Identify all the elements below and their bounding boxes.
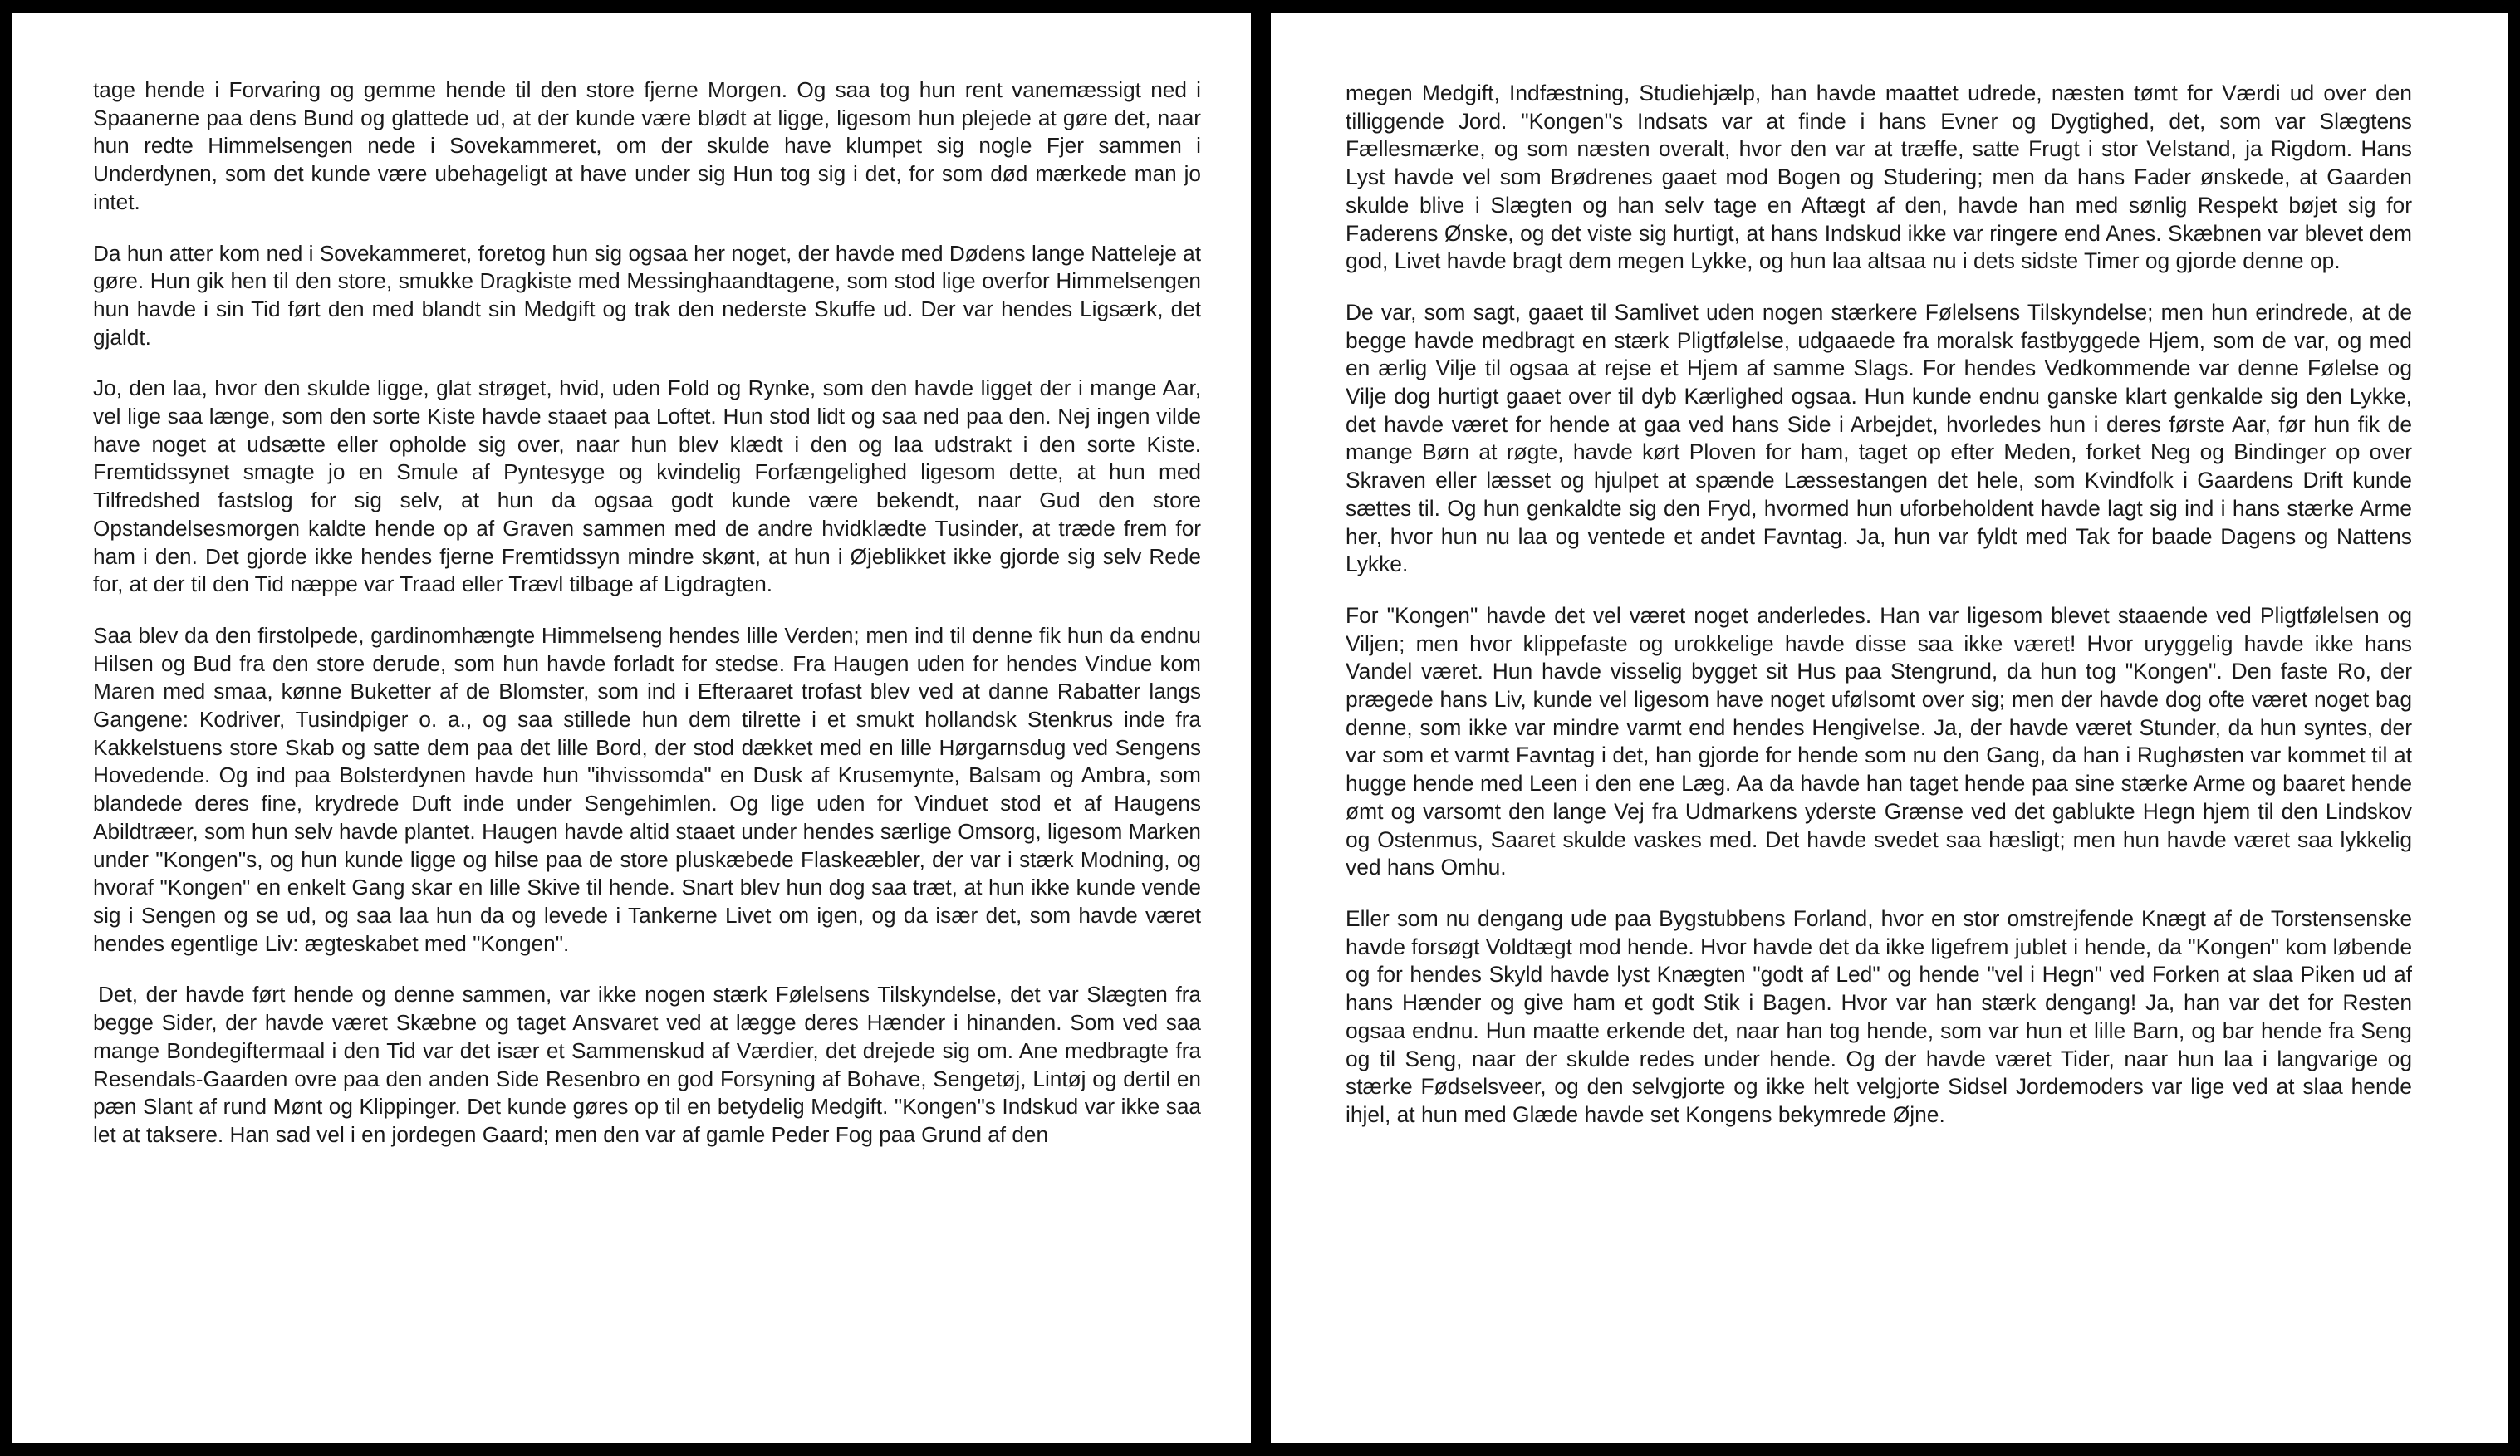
paragraph: megen Medgift, Indfæstning, Studiehjælp, han havde maattet udrede, næsten tømt for Værdi ud over den tilliggende Jord. "Kongen"s Indsats var at finde i hans Evner og Dygtighed, det, som var Slægtens Fællesmærke, og som næsten overalt, hvor den var at træffe, satte Frugt i stor Velstand, ja Rigdom. Hans Lyst havde vel som Brødrenes gaaet mod Bogen og Studering; men da hans Fader ønskede, at Gaarden skulde blive i Slægten og han selv tage en Aftægt af den, havde han med sønlig Respekt bøjet sig for Faderens Ønske, og det viste sig hurtigt, at hans Indskud ikke var ringere end Anes. Skæbnen var blevet dem god, Livet havde bragt dem megen Lykke, og hun laa altsaa nu i dets sidste Timer og gjorde denne op. — [1346, 81, 2412, 274]
right-page — [1271, 13, 2508, 1443]
paragraph: Da hun atter kom ned i Sovekammeret, foretog hun sig ogsaa her noget, der havde med Dødens lange Natteleje at gøre. Hun gik hen til den store, smukke Dragkiste med Messinghaandtagene, som stod lige overfor Himmelsengen hun havde i sin Tid ført den med blandt sin Medgift og trak den nederste Skuffe ud. Der var hendes Ligsærk, det gjaldt. — [93, 240, 1201, 350]
paragraph: De var, som sagt, gaaet til Samlivet uden nogen stærkere Følelsens Tilskyndelse; men hun erindrede, at de begge havde medbragt en stærk Pligtfølelse, udgaaede fra moralsk fastbyggede Hjem, som de var, og med en ærlig Vilje til ogsaa at rejse et Hjem af samme Slags. For hendes Vedkommende var denne Følelse og Vilje dog hurtigt gaaet over til dyb Kærlighed ogsaa. Hun kunde endnu ganske klart genkalde sig den Lykke, det havde været for hende at gaa ved hans Side i Arbejdet, hvorledes hun i deres første Aar, før hun fik de mange Børn at røgte, havde kørt Ploven for ham, taget op efter Meden, forket Neg og Bindinger op over Skraven eller læsset og hjulpet at spænde Læssestangen det hele, som Kvindfolk i Gaardens Drift kunde sættes til. Og hun genkaldte sig den Fryd, hvormed hun uforbeholdent havde lagt sig ind i hans stærke Arme her, hvor hun nu laa og ventede et andet Favntag. Ja, hun var fyldt med Tak for baade Dagens og Nattens Lykke. — [1346, 299, 2412, 577]
paragraph: Jo, den laa, hvor den skulde ligge, glat strøget, hvid, uden Fold og Rynke, som den havde ligget der i mange Aar, vel lige saa længe, som den sorte Kiste havde staaet paa Loftet. Hun stod lidt og saa ned paa den. Nej ingen vilde have noget at udsætte eller opholde sig over, naar hun blev klædt i den og laa udstrakt i den sorte Kiste. Fremtidssynet smagte jo en Smule af Pyntesyge og kvindelig Forfængelighed ligesom dette, at hun med Tilfredshed fastslog for sig selv, at hun da ogsaa godt kunde være bekendt, naar Gud den store Opstandelsesmorgen kaldte hende op af Graven sammen med de andre hvidklædte Tusinder, at træde frem for ham i den. Det gjorde ikke hendes fjerne Fremtidssyn mindre skønt, at hun i Øjeblikket ikke gjorde sig selv Rede for, at der til den Tid næppe var Traad eller Trævl tilbage af Ligdragten. — [93, 375, 1201, 597]
paragraph: For "Kongen" havde det vel været noget anderledes. Han var ligesom blevet staaende ved Pligtfølelsen og Viljen; men hvor klippefaste og urokkelige havde disse saa ikke været! Hvor uryggelig havde ikke hans Vandel været. Hun havde visselig bygget sit Hus paa Stengrund, da hun tog "Kongen". Den faste Ro, der prægede hans Liv, kunde vel ligesom have noget ufølsomt over sig; men der havde dog ofte været noget bag denne, som ikke var mindre varmt end hendes Hengivelse. Ja, der havde været Stunder, da hun syntes, der var som et varmt Favntag i det, han gjorde for hende som nu den Gang, da han i Rughøsten var kommet til at hugge hende med Leen i den ene Læg. Aa da havde han taget hende paa sine stærke Arme og baaret hende ømt og varsomt den lange Vej fra Udmarkens yderste Grænse ved det gablukte Hegn hjem til den Lindskov og Ostenmus, Saaret skulde vaskes med. Det havde svedet saa hæsligt; men hun havde været saa lykkelig ved hans Omhu. — [1346, 602, 2412, 880]
paragraph: tage hende i Forvaring og gemme hende til den store fjerne Morgen. Og saa tog hun rent vanemæssigt ned i Spaanerne paa dens Bund og glattede ud, at der kunde være blødt at ligge, ligesom hun plejede at gøre det, naar hun redte Himmelsengen nede i Sovekammeret, om der skulde have klumpet sig nogle Fjer sammen i Underdynen, som det kunde være ubehageligt at have under sig Hun tog sig i det, for som død mærkede man jo intet. — [93, 77, 1201, 214]
left-page — [12, 13, 1251, 1443]
paragraph: Det, der havde ført hende og denne sammen, var ikke nogen stærk Følelsens Tilskyndelse, det var Slægten fra begge Sider, der havde været Skæbne og taget Ansvaret ved at lægge deres Hænder i hinanden. Som ved saa mange Bondegiftermaal i den Tid var det især et Sammenskud af Værdier, det drejede sig om. Ane medbragte fra Resendals-Gaarden ovre paa den anden Side Resenbro en god Forsyning af Bohave, Sengetøj, Lintøj og dertil en pæn Slant af rund Mønt og Klippinger. Det kunde gøres op til en betydelig Medgift. "Kongen"s Indskud var ikke saa let at taksere. Han sad vel i en jordegen Gaard; men den var af gamle Peder Fog paa Grund af den — [93, 982, 1201, 1147]
paragraph: Saa blev da den firstolpede, gardinomhængte Himmelseng hendes lille Verden; men ind til denne fik hun da endnu Hilsen og Bud fra den store derude, som hun havde forladt for stedse. Fra Haugen uden for hendes Vindue kom Maren med smaa, kønne Buketter af de Blomster, som ind i Efteraaret trofast blev ved at danne Rabatter langs Gangene: Kodriver, Tusindpiger o. a., og saa stillede hun dem tilrette i et smukt hollandsk Stenkrus inde fra Kakkelstuens store Skab og satte dem paa det lille Bord, der stod dækket med en lille Hørgarnsdug ved Sengens Hovedende. Og ind paa Bolsterdynen havde hun "ihvissomda" en Dusk af Krusemynte, Balsam og Ambra, som blandede deres fine, krydrede Duft inde under Sengehimlen. Og lige uden for Vinduet stod et af Haugens Abildtræer, som hun selv havde plantet. Haugen havde altid staaet under hendes særlige Omsorg, ligesom Marken under "Kongen"s, og hun kunde ligge og hilse paa de store pluskæbede Flaskeæbler, der var i stærk Modning, og hvoraf "Kongen" en enkelt Gang skar en lille Skive til hende. Snart blev hun dog saa træt, at hun ikke kunde vende sig i Sengen og se ud, og saa laa hun da og levede i Tankerne Livet om igen, og da især det, som havde været hendes egentlige Liv: ægteskabet med "Kongen". — [93, 622, 1201, 956]
paragraph: Eller som nu dengang ude paa Bygstubbens Forland, hvor en stor omstrejfende Knægt af de Torstensenske havde forsøgt Voldtægt mod hende. Hvor havde det da ikke ligefrem jublet i hende, da "Kongen" kom løbende og for hendes Skyld havde lyst Knægten "godt af Led" og hende "vel i Hegn" ved Forken at slaa Piken ud af hans Hænder og give ham et godt Stik i Bagen. Hvor var han stærk dengang! Ja, han var det for Resten ogsaa endnu. Hun maatte erkende det, naar han tog hende, som var hun et lille Barn, og bar hende fra Seng og til Seng, naar der skulde redes under hende. Og der havde været Tider, naar hun laa i langvarige og stærke Fødselsveer, og den selvgjorte og ikke helt velgjorte Sidsel Jordemoders var lige ved at slaa hende ihjel, at hun med Glæde havde set Kongens bekymrede Øjne. — [1346, 905, 2412, 1127]
